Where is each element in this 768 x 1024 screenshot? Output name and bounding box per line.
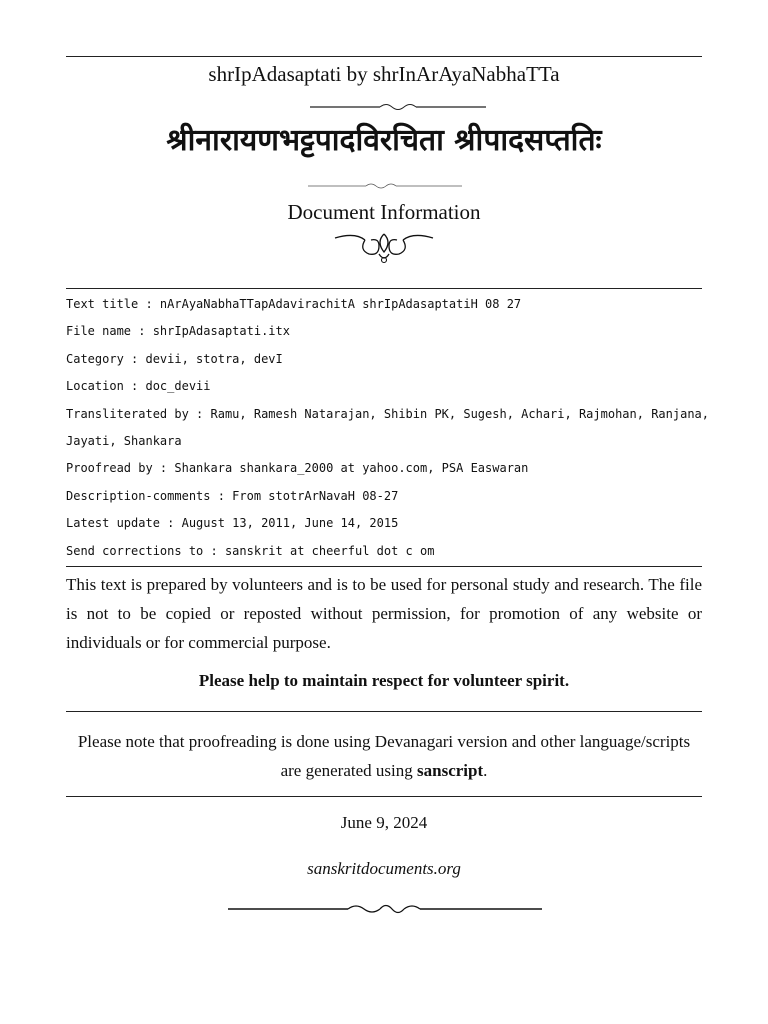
document-date: June 9, 2024 — [340, 813, 428, 832]
flourish-divider-thin — [308, 180, 462, 192]
top-rule — [66, 56, 702, 57]
info-category: Category : devii, stotra, devI — [66, 351, 283, 366]
proofreading-note — [66, 727, 702, 785]
info-transliterated-by-cont: Jayati, Shankara — [66, 433, 182, 448]
disclaimer-paragraph — [66, 570, 702, 657]
respect-note: Please help to maintain respect for volunteer spirit. — [198, 671, 570, 690]
site-name: sanskritdocuments.org — [307, 859, 461, 878]
note-bottom-rule — [66, 796, 702, 797]
info-description: Description-comments : From stotrArNavaH 08-27 — [66, 488, 399, 503]
section-heading: Document Information — [287, 200, 481, 224]
note-top-rule — [66, 711, 702, 712]
info-proofread-by: Proofread by : Shankara shankara_2000 at yahoo.com, PSA Easwaran — [66, 461, 529, 476]
ornament-flourish — [333, 226, 435, 266]
footer-flourish-divider — [228, 901, 542, 917]
document-info-list — [66, 296, 709, 570]
info-text-title: Text title : nArAyaNabhaTTapAdavirachitA shrIpAdasaptatiH 08 27 — [66, 297, 522, 311]
info-send-corrections: Send corrections to : sanskrit at cheerful dot c om — [66, 543, 435, 558]
flourish-divider-small — [308, 100, 488, 114]
proofreading-note-text: Please note that proofreading is done using Devanagari version and other language/scripts are generated using — [77, 732, 691, 780]
proofreading-note-end: . — [483, 761, 488, 780]
document-title: shrIpAdasaptati by shrInArAyaNabhaTTa — [208, 62, 560, 86]
info-top-rule — [66, 288, 702, 289]
sanskrit-title: श्रीनारायणभट्टपादविरचिता श्रीपादसप्ततिः — [166, 123, 602, 158]
info-transliterated-by: Transliterated by : Ramu, Ramesh Natarajan, Shibin PK, Sugesh, Achari, Rajmohan, Ranjana, — [66, 406, 709, 421]
info-bottom-rule — [66, 566, 702, 567]
info-file-name: File name : shrIpAdasaptati.itx — [66, 324, 290, 339]
info-location: Location : doc_devii — [66, 379, 211, 394]
sanscript-name: sanscript — [417, 761, 484, 780]
info-latest-update: Latest update : August 13, 2011, June 14, 2015 — [66, 516, 399, 531]
disclaimer-text: This text is prepared by volunteers and is to be used for personal study and research. The file is not to be copied or reposted without permission, for promotion of any website or individuals or for commercial purpose. — [66, 575, 702, 652]
